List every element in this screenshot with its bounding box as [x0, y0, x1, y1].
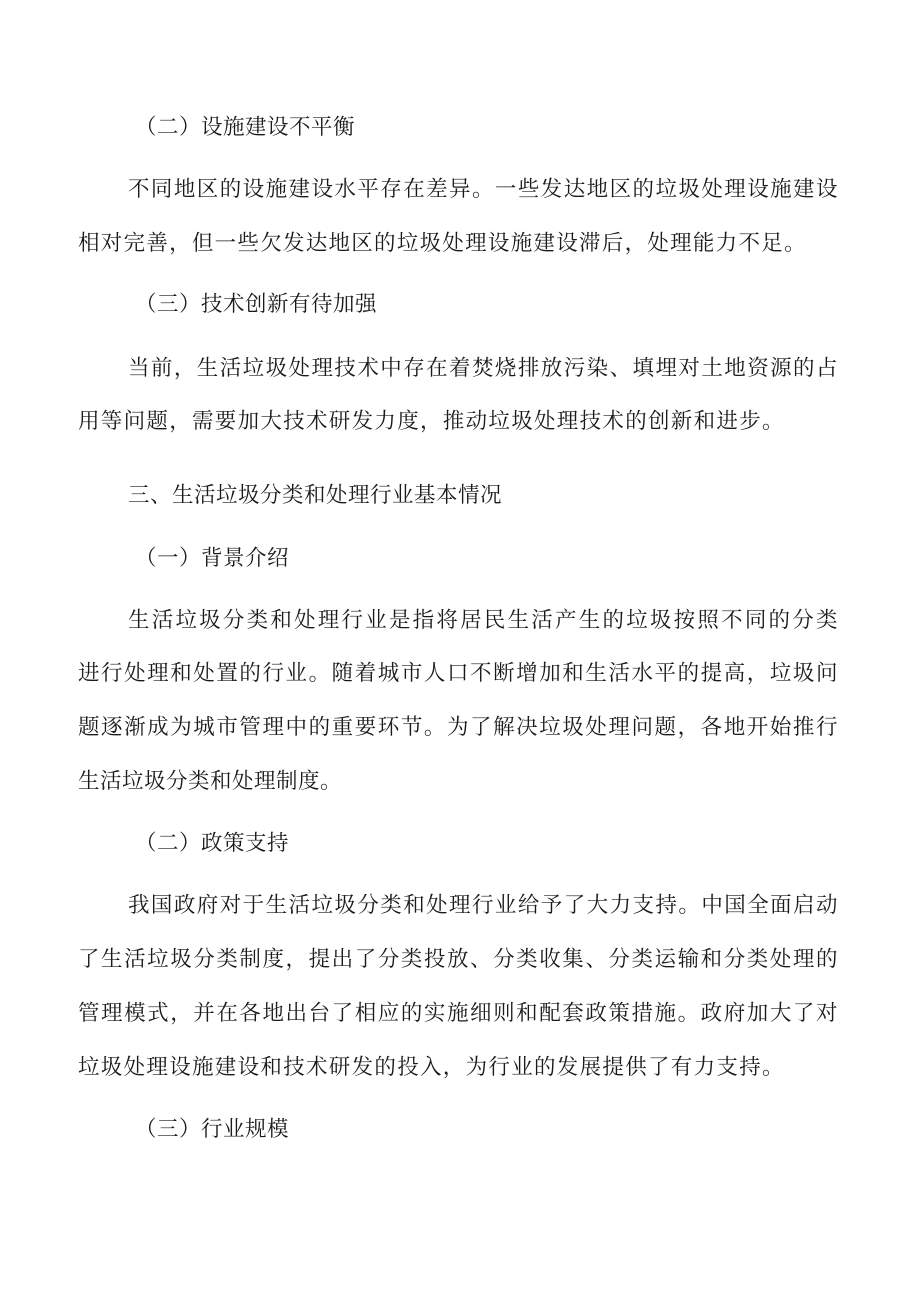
section-title: 三、生活垃圾分类和处理行业基本情况	[128, 483, 503, 508]
paragraph-line: 生活垃圾分类和处理制度。	[78, 769, 343, 794]
paragraph-line: 当前，生活垃圾处理技术中存在着焚烧排放污染、填埋对土地资源的占	[128, 356, 838, 381]
paragraph-line: 相对完善，但一些欠发达地区的垃圾处理设施建设滞后，处理能力不足。	[78, 231, 806, 256]
heading-facility-imbalance: （二）设施建设不平衡	[135, 115, 356, 140]
paragraph-line: 我国政府对于生活垃圾分类和处理行业给予了大力支持。中国全面启动	[128, 893, 838, 918]
heading-background: （一）背景介绍	[135, 546, 290, 571]
paragraph-line: 不同地区的设施建设水平存在差异。一些发达地区的垃圾处理设施建设	[128, 177, 838, 202]
paragraph-line: 管理模式，并在各地出台了相应的实施细则和配套政策措施。政府加大了对	[78, 1001, 838, 1026]
paragraph-line: 了生活垃圾分类制度，提出了分类投放、分类收集、分类运输和分类处理的	[78, 947, 838, 972]
paragraph-line: 生活垃圾分类和处理行业是指将居民生活产生的垃圾按照不同的分类	[128, 608, 838, 633]
paragraph-line: 用等问题，需要加大技术研发力度，推动垃圾处理技术的创新和进步。	[78, 409, 784, 434]
paragraph-line: 垃圾处理设施建设和技术研发的投入，为行业的发展提供了有力支持。	[78, 1055, 784, 1080]
heading-scale: （三）行业规模	[135, 1117, 290, 1142]
heading-tech-innovation: （三）技术创新有待加强	[135, 292, 378, 317]
heading-policy: （二）政策支持	[135, 831, 290, 856]
paragraph-line: 题逐渐成为城市管理中的重要环节。为了解决垃圾处理问题，各地开始推行	[78, 715, 838, 740]
paragraph-line: 进行处理和处置的行业。随着城市人口不断增加和生活水平的提高，垃圾问	[78, 661, 838, 686]
